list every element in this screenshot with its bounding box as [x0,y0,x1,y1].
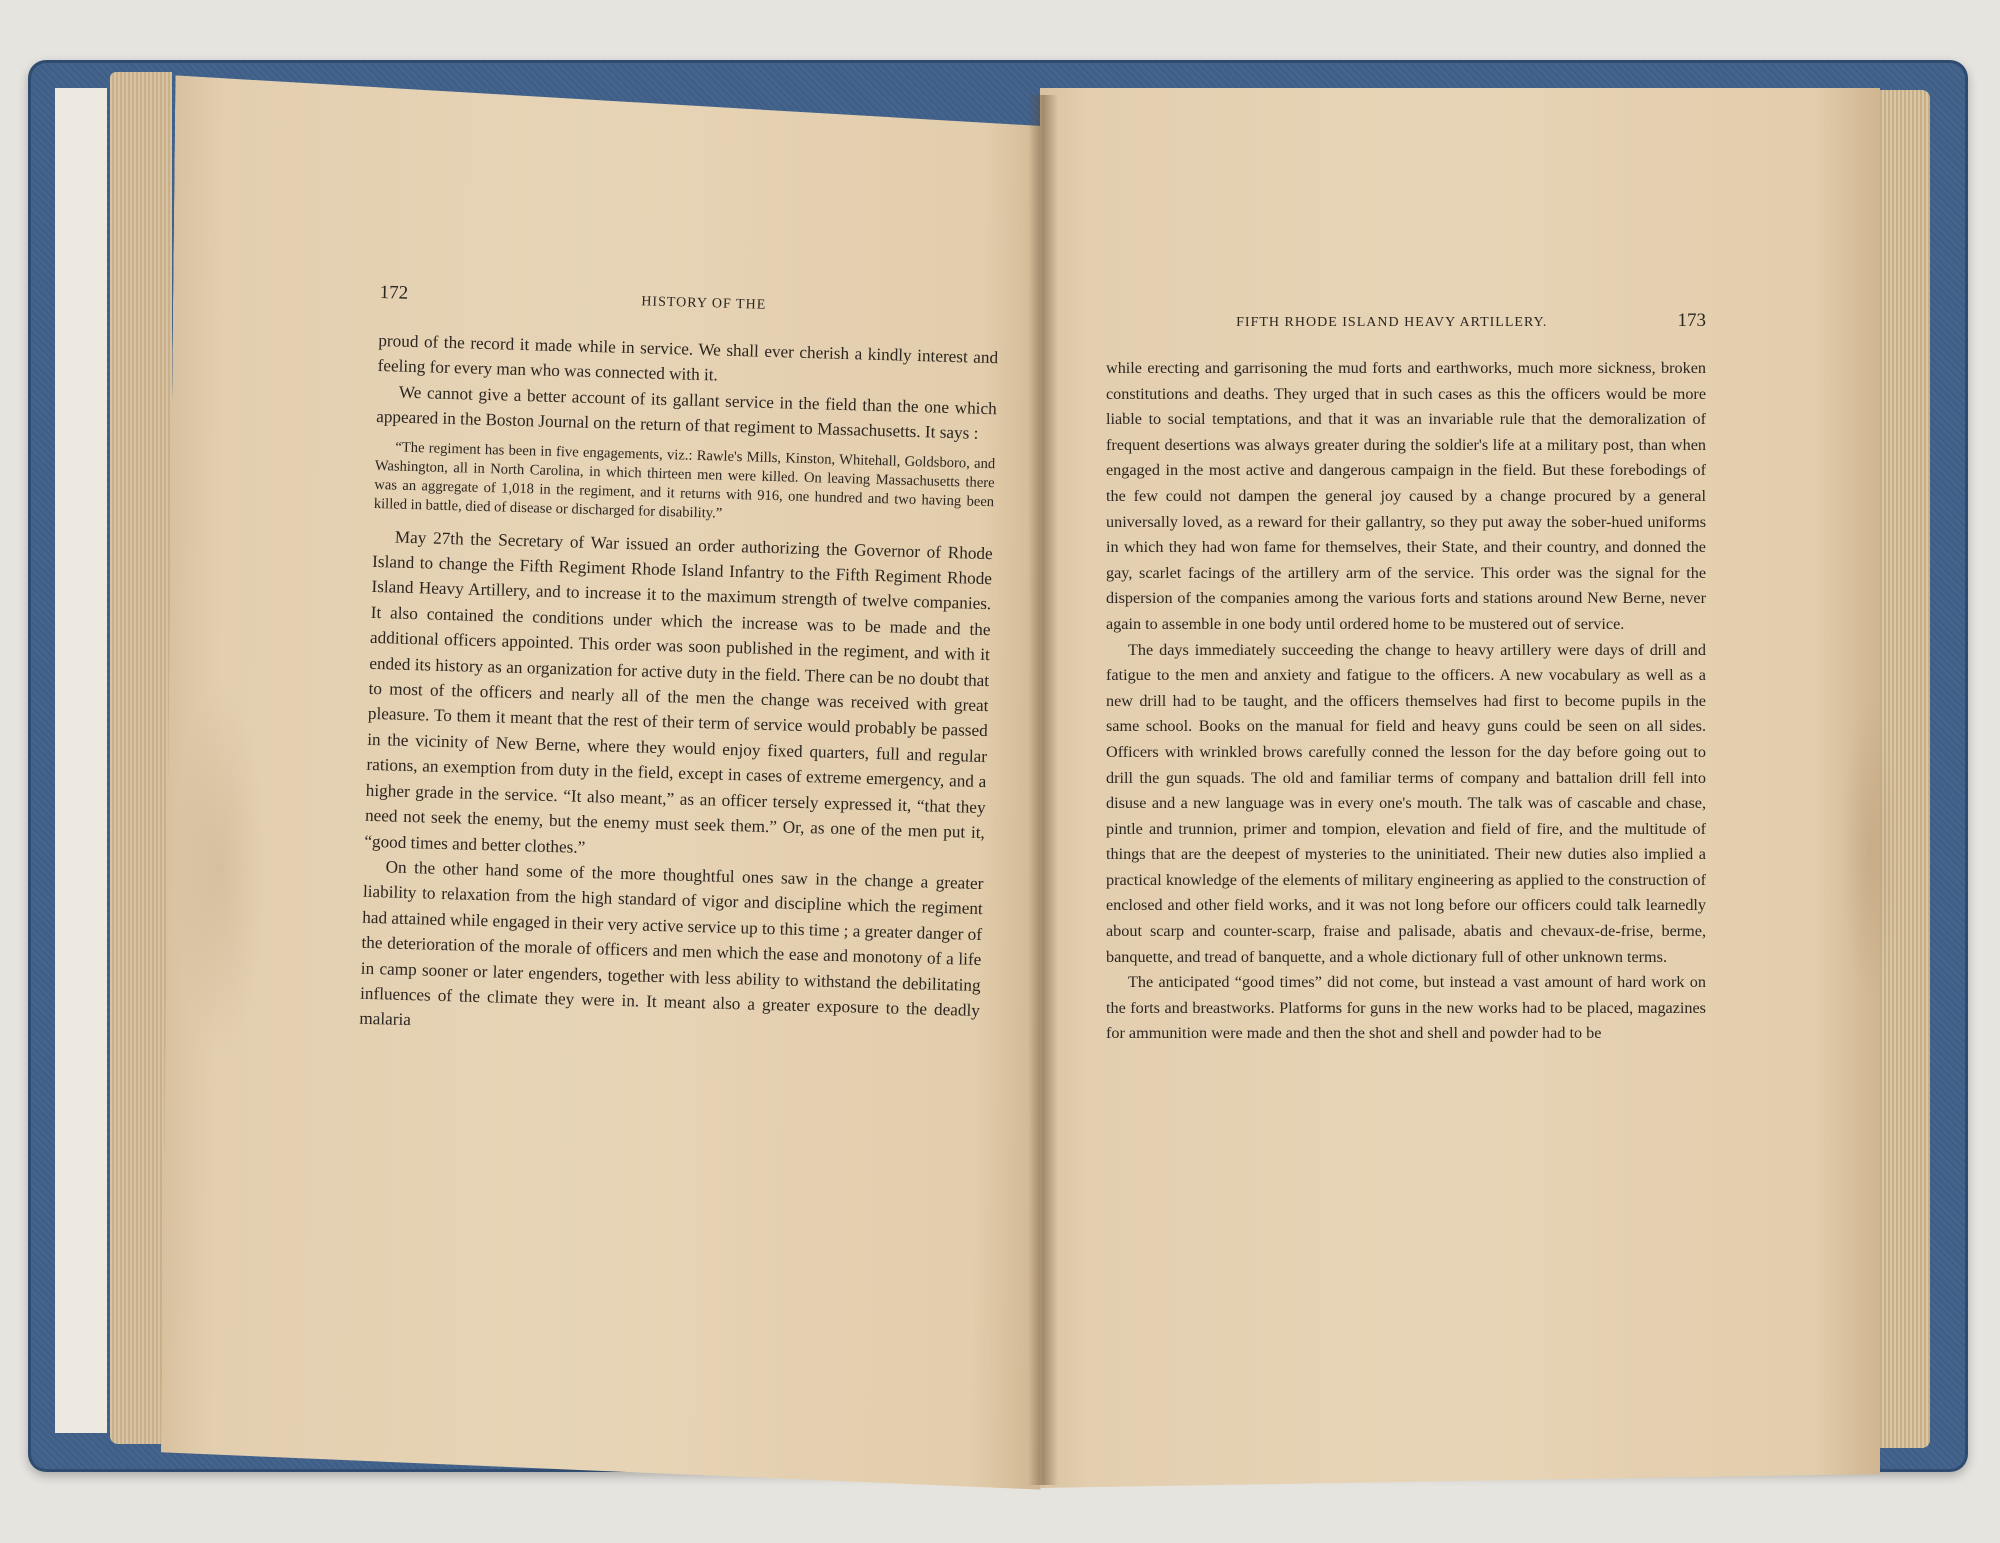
left-body-text-continued [359,524,993,1049]
paragraph: On the other hand some of the more thoughtful ones saw in the change a greater liability to relaxation from the high standard of vigor and discipline which the regiment had attained while engaged in their very active service up to this time ; a greater danger of the deterioration of the morale of officers and men which the ease and monotony of a life in camp sooner or later engenders, together with less ability to withstand the debilitating influences of the climate they were in. It meant also a greater exposure to the deadly malaria [359,857,984,1030]
paragraph: The anticipated “good times” did not come, but instead a vast amount of hard work on the forts and breastworks. Platforms for guns in the new works had to be placed, magazines for ammunition were made and then the shot and shell and powder had to be [1106,973,1706,1043]
running-head: HISTORY OF THE [641,294,767,313]
left-page-edges [110,72,172,1444]
block-quote [374,438,996,531]
flyleaf [55,88,107,1433]
page-number: 173 [1677,310,1706,331]
right-page-content [1106,310,1706,1047]
left-page-content [359,282,1000,1049]
paragraph: while erecting and garrisoning the mud forts and earthworks, much more sickness, broken constitutions and deaths. They urged that in such cases as this the officers would be more liable to social temptations, and that it was an invariable rule that the demoralization of frequent desertions was always greater during the soldier's life at a military post, than when engaged in the most active and dangerous campaign in the field. But these forebodings of the few could not dampen the general joy caused by a change procured by a general universally loved, as a reward for their gallantry, so they put away the sober-hued uniforms in which they had won fame for themselves, their State, and their country, and donned the gay, scarlet facings of the artillery arm of the service. This order was the signal for the dispersion of the companies among the various forts and stations around New Berne, never again to assemble in one body until ordered home to be mustered out of service. [1106,359,1706,633]
paragraph: The days immediately succeeding the change to heavy artillery were days of drill and fatigue to the men and anxiety and fatigue to the officers. A new vocabulary as well as a new drill had to be taught, and the officers themselves had first to become pupils in the same school. Books on the manual for field and heavy guns could be seen on all sides. Officers with wrinkled brows carefully conned the lesson for the day before going out to drill the gun squads. The old and familiar terms of company and battalion drill fell into disuse and a new language was in every one's mouth. The talk was of cascable and chase, pintle and trunnion, primer and tompion, elevation and field of fire, and the multitude of things that are the deepest of mysteries to the uninitiated. Their new duties also implied a practical knowledge of the elements of military engineering as applied to the construction of enclosed and other field works, and it was not long before our officers could talk learnedly about scarp and counter-scarp, fraise and palisade, abatis and chevaux-de-frise, berme, banquette, and tread of banquette, and a whole dictionary full of other unknown terms. [1106,640,1706,966]
left-body-text [376,328,999,447]
page-stain [1840,700,1900,1000]
running-head: FIFTH RHODE ISLAND HEAVY ARTILLERY. [1236,315,1548,330]
quote-text: “The regiment has been in five engagements, viz.: Rawle's Mills, Kinston, Whitehall, Goldsboro, and Washington, all in North Carolina, in which thirteen men were killed. On leaving Massachusetts there was an aggregate of 1,018 in the regiment, and it returns with 916, one hundred and two having been killed in battle, died of disease or discharged for disability.” [373,439,996,522]
paragraph: May 27th the Secretary of War issued an order authorizing the Governor of Rhode Island to change the Fifth Regiment Rhode Island Infantry to the Fifth Regiment Rhode Island Heavy Artillery, and to increase it to the maximum strength of twelve companies. It also contained the conditions under which the increase was to be made and the additional officers appointed. This order was soon published in the regiment, and with it ended its history as an organization for active duty in the field. There can be no doubt that to most of the officers and nearly all of the men the change was received with great pleasure. To them it meant that the rest of their term of service would probably be passed in the vicinity of New Berne, where they would enjoy fixed quarters, full and regular rations, an exemption from duty in the field, except in cases of extreme emergency, and a higher grade in the service. “It also meant,” as an officer tersely expressed it, “that they need not seek the enemy, but the enemy must seek them.” Or, as one of the men put it, “good times and better clothes.” [364,527,993,857]
book-gutter [1028,95,1058,1485]
right-body-text [1106,356,1706,1047]
right-running-header [1106,310,1706,332]
paragraph: We cannot give a better account of its gallant service in the field than the one which appeared in the Boston Journal on the return of that regiment to Massachusetts. It says : [375,382,997,443]
page-number: 172 [379,282,409,304]
paragraph: proud of the record it made while in service. We shall ever cherish a kindly interest and feeling for every man who was connected with it. [377,330,999,385]
page-stain [175,680,265,1060]
